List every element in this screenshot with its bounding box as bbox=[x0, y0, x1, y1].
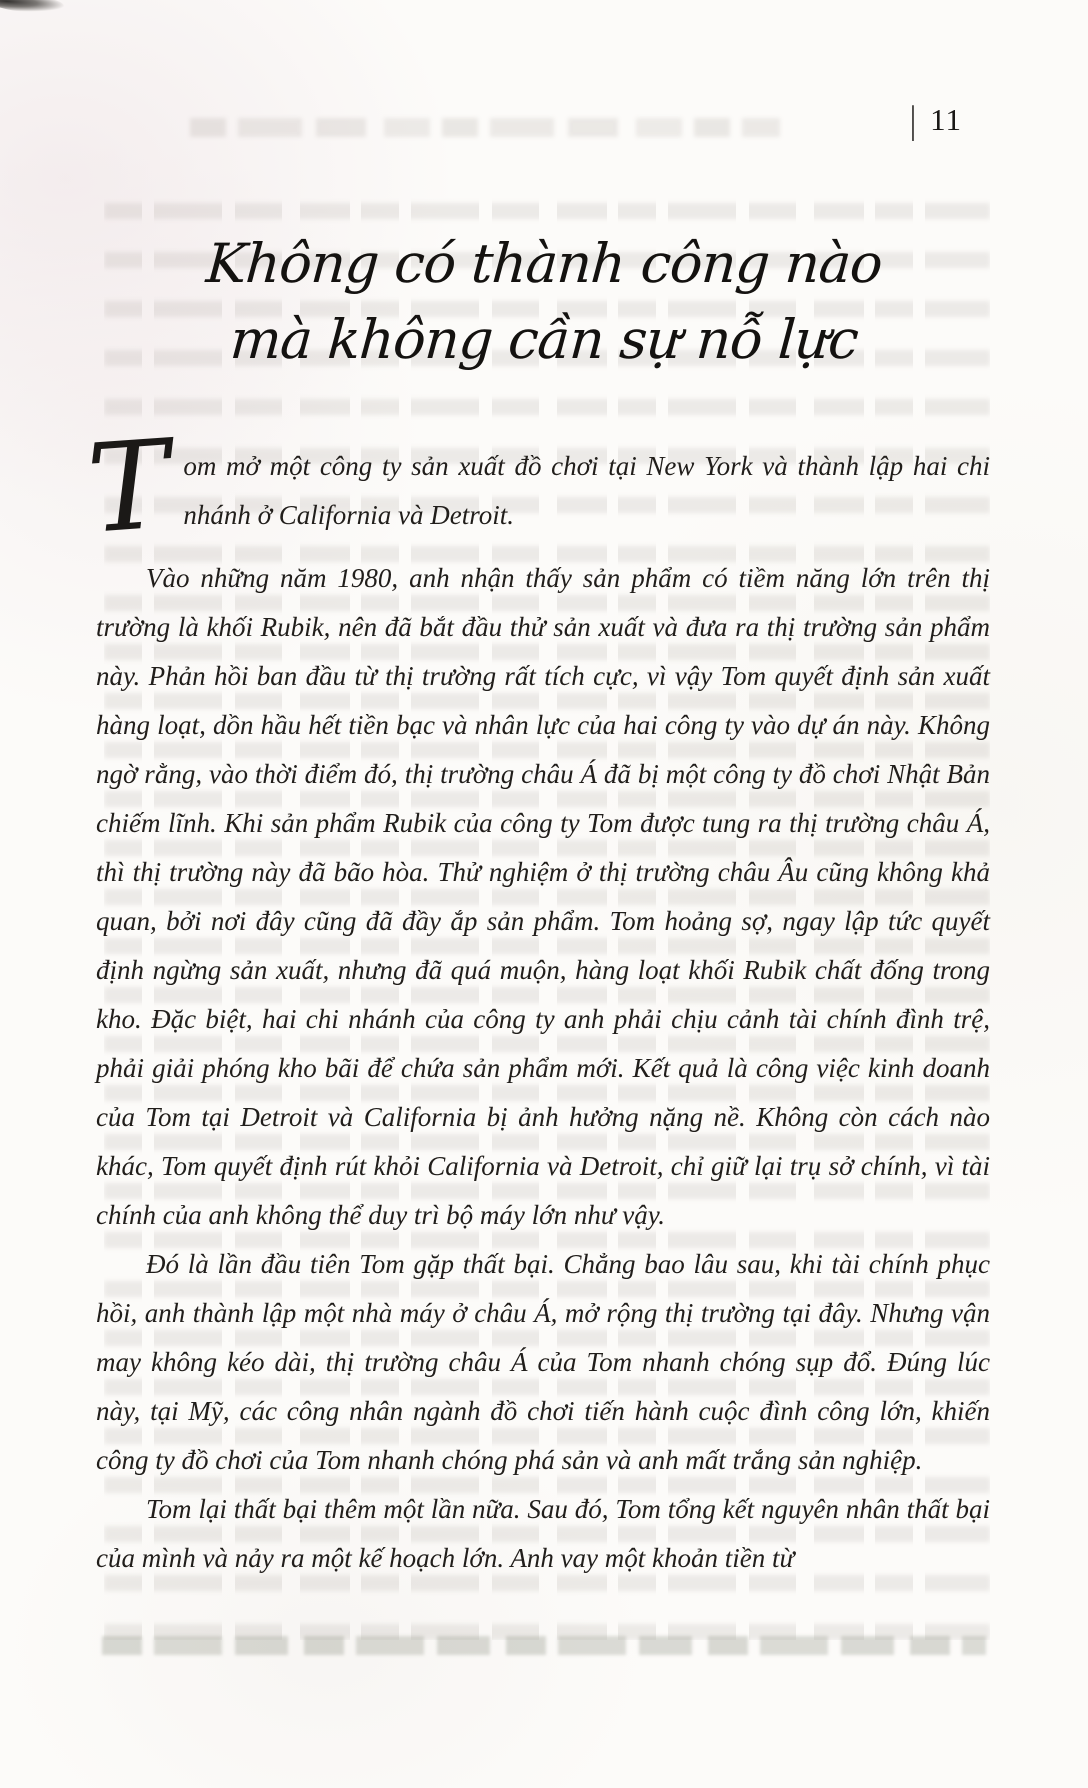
opening-paragraph bbox=[83, 413, 990, 561]
page-corner-smudge bbox=[0, 0, 65, 15]
chapter-title-line2: mà không cần sự nỗ lực bbox=[228, 308, 860, 371]
chapter-title bbox=[0, 226, 1088, 378]
chapter-title-line1: Không có thành công nào bbox=[204, 232, 884, 295]
bleedthrough-ghost-bottom-line bbox=[102, 1636, 986, 1655]
drop-cap: T bbox=[83, 413, 175, 561]
page-number: 11 bbox=[930, 102, 962, 137]
page-number-separator: | bbox=[909, 97, 918, 142]
body-paragraph-3: Tom lại thất bại thêm một lần nữa. Sau đó, Tom tổng kết nguyên nhân thất bại của mình và nảy ra một kế hoạch lớn. Anh vay một khoản tiền từ bbox=[96, 1494, 990, 1573]
page-header bbox=[909, 97, 962, 142]
chapter-body bbox=[83, 413, 990, 1583]
bleedthrough-ghost-header bbox=[190, 118, 780, 137]
opening-paragraph-text: om mở một công ty sản xuất đồ chơi tại New York và thành lập hai chi nhánh ở California và Detroit. bbox=[183, 451, 990, 530]
body-paragraph-2: Đó là lần đầu tiên Tom gặp thất bại. Chẳng bao lâu sau, khi tài chính phục hồi, anh thành lập một nhà máy ở châu Á, mở rộng thị trường tại đây. Nhưng vận may không kéo dài, thị trường châu Á của Tom nhanh chóng sụp đổ. Đúng lúc này, tại Mỹ, các công nhân ngành đồ chơi tiến hành cuộc đình công lớn, khiến công ty đồ chơi của Tom nhanh chóng phá sản và anh mất trắng sản nghiệp. bbox=[96, 1249, 990, 1475]
body-paragraph-1: Vào những năm 1980, anh nhận thấy sản phẩm có tiềm năng lớn trên thị trường là khối Rubik, nên đã bắt đầu thử sản xuất và đưa ra thị trường sản phẩm này. Phản hồi ban đầu từ thị trường rất tích cực, vì vậy Tom quyết định sản xuất hàng loạt, dồn hầu hết tiền bạc và nhân lực của hai công ty vào dự án này. Không ngờ rằng, vào thời điểm đó, thị trường châu Á đã bị một công ty đồ chơi Nhật Bản chiếm lĩnh. Khi sản phẩm Rubik của công ty Tom được tung ra thị trường châu Á, thì thị trường này đã bão hòa. Thử nghiệm ở thị trường châu Âu cũng không khả quan, bởi nơi đây cũng đã đầy ắp sản phẩm. Tom hoảng sợ, ngay lập tức quyết định ngừng sản xuất, nhưng đã quá muộn, hàng loạt khối Rubik chất đống trong kho. Đặc biệt, hai chi nhánh của công ty anh phải chịu cảnh tài chính đình trệ, phải giải phóng kho bãi để chứa sản phẩm mới. Kết quả là công việc kinh doanh của Tom tại Detroit và California bị ảnh hưởng nặng nề. Không còn cách nào khác, Tom quyết định rút khỏi California và Detroit, chỉ giữ lại trụ sở chính, vì tài chính của anh không thể duy trì bộ máy lớn như vậy. bbox=[96, 563, 990, 1230]
